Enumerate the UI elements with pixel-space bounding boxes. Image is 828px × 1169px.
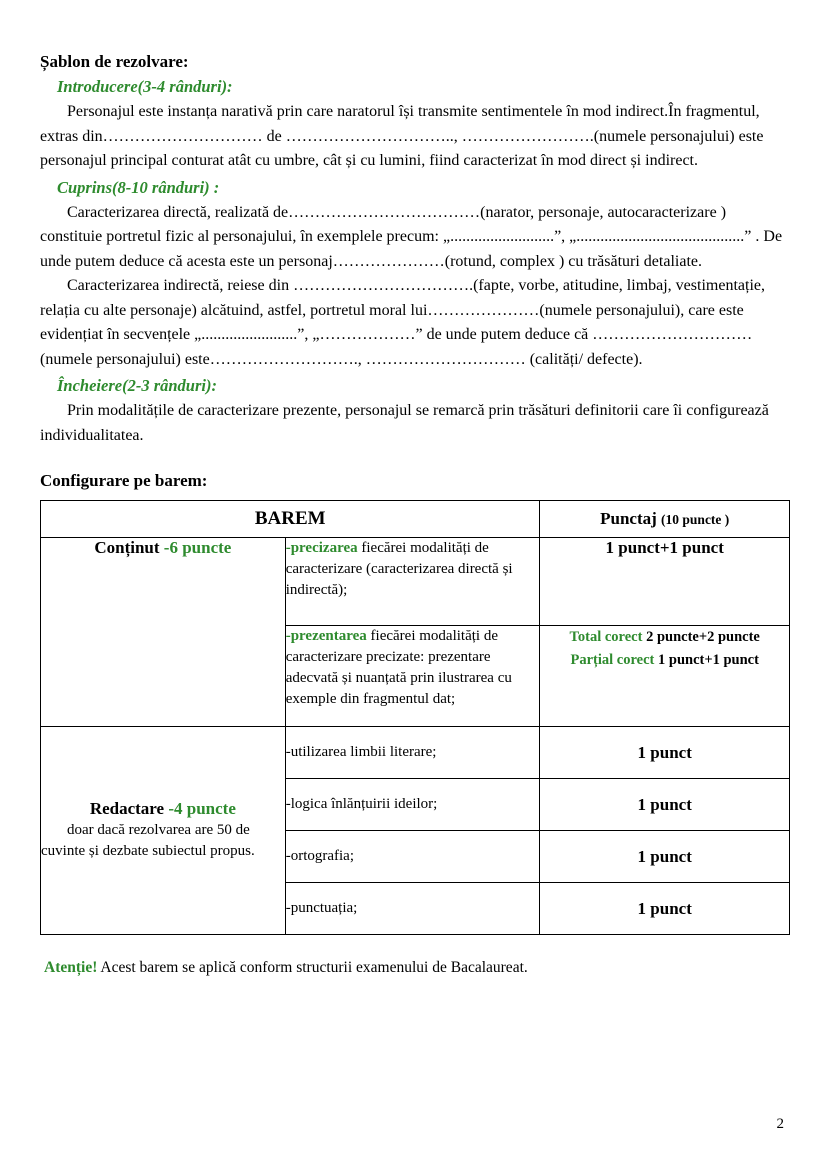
partial-corect-value: 1 punct+1 punct: [658, 652, 759, 668]
points-logica: 1 punct: [540, 779, 790, 831]
table-row-precizarea: [41, 538, 790, 626]
cuprins-heading: Cuprins(8-10 rânduri) :: [57, 177, 220, 197]
criteria-precizarea-text: fiecărei modalități de caracterizare (caracterizarea directă și indirectă);: [285, 540, 513, 598]
partial-corect-label: Parțial corect: [570, 652, 658, 668]
points-partial-line: [540, 649, 789, 672]
criteria-precizarea: [285, 538, 540, 626]
attention-text: Acest barem se aplică conform structurii examenului de Bacalaureat.: [97, 959, 528, 976]
points-prezentarea: [540, 626, 790, 727]
table-header-row: [41, 501, 790, 538]
criteria-logica: -logica înlănțuirii ideilor;: [285, 779, 540, 831]
intro-paragraph: Personajul este instanța narativă prin care naratorul își transmite sentimentele în mod indirect.În fragmentul, extras din………………………… de ………………………….., …………………….(numele personajului) este personajul principal conturat atât cu umbre, cât și cu lumini, fiind caracterizat în mod direct și indirect.: [40, 103, 764, 169]
table-header-barem: BAREM: [41, 501, 540, 538]
incheiere-heading: Încheiere(2-3 rânduri):: [57, 376, 217, 395]
criteria-prezentarea: [285, 626, 540, 727]
template-heading: Șablon de rezolvare:: [40, 52, 189, 71]
intro-heading: Introducere(3-4 rânduri):: [57, 77, 233, 96]
barem-heading: Configurare pe barem:: [40, 471, 208, 490]
points-total-line: [540, 626, 789, 649]
redactare-points-label: -4 puncte: [168, 798, 236, 818]
points-punctuatia: 1 punct: [540, 883, 790, 935]
criteria-limba: -utilizarea limbii literare;: [285, 727, 540, 779]
points-precizarea: 1 punct+1 punct: [540, 538, 790, 626]
attention-note: [44, 959, 790, 977]
criteria-precizarea-prefix: -precizarea: [285, 540, 358, 556]
redactare-cell: [41, 727, 286, 935]
barem-table: [40, 500, 790, 935]
total-corect-label: Total corect: [569, 629, 647, 645]
incheiere-paragraph: Prin modalitățile de caracterizare prezente, personajul se remarcă prin trăsături definitorii care îi configurează individualitatea.: [40, 402, 769, 444]
points-limba: 1 punct: [540, 727, 790, 779]
redactare-title: [41, 799, 285, 819]
punctaj-label: Punctaj: [600, 509, 662, 528]
criteria-prezentarea-prefix: -prezentarea: [285, 628, 367, 644]
table-row-limba: [41, 727, 790, 779]
criteria-prezentarea-text: fiecărei modalități de caracterizare precizate: prezentare adecvată și nuanțată prin ilustrarea cu exemple din fragmentul dat;: [285, 628, 512, 707]
total-corect-value: 2 puncte+2 puncte: [646, 629, 760, 645]
criteria-punctuatia: -punctuația;: [285, 883, 540, 935]
cuprins-paragraph-1: Caracterizarea directă, realizată de………………………………(narator, personaje, autocaracterizare ) constituie portretul fizic al personajului, în exemplele precum: „..........................”, „..........................................” . De unde putem deduce că acesta este un personaj…………………(rotund, complex ) cu trăsături detaliate.: [40, 203, 783, 270]
points-ortografia: 1 punct: [540, 831, 790, 883]
continut-label: Conținut: [94, 538, 164, 557]
redactare-label: Redactare: [89, 798, 169, 818]
cuprins-paragraph-2: Caracterizarea indirectă, reiese din …………………………….(fapte, vorbe, atitudine, limbaj, vestimentație, relația cu alte personaje) alcătuind, astfel, portretul moral lui…………………(numele personajului), care este evidențiat în secvențele „........................”, „………………” de unde putem deduce că ………………………… (numele personajului) este………………………., ………………………… (calități/ defecte).: [40, 277, 765, 368]
punctaj-note: (10 puncte ): [661, 512, 730, 527]
criteria-ortografia: -ortografia;: [285, 831, 540, 883]
redactare-note: doar dacă rezolvarea are 50 de cuvinte și dezbate subiectul propus.: [41, 821, 255, 859]
page-number: 2: [776, 1116, 784, 1132]
attention-label: Atenție!: [44, 959, 98, 976]
continut-cell: [41, 538, 286, 727]
table-header-punctaj: [540, 501, 790, 538]
continut-points-label: -6 puncte: [163, 538, 232, 557]
